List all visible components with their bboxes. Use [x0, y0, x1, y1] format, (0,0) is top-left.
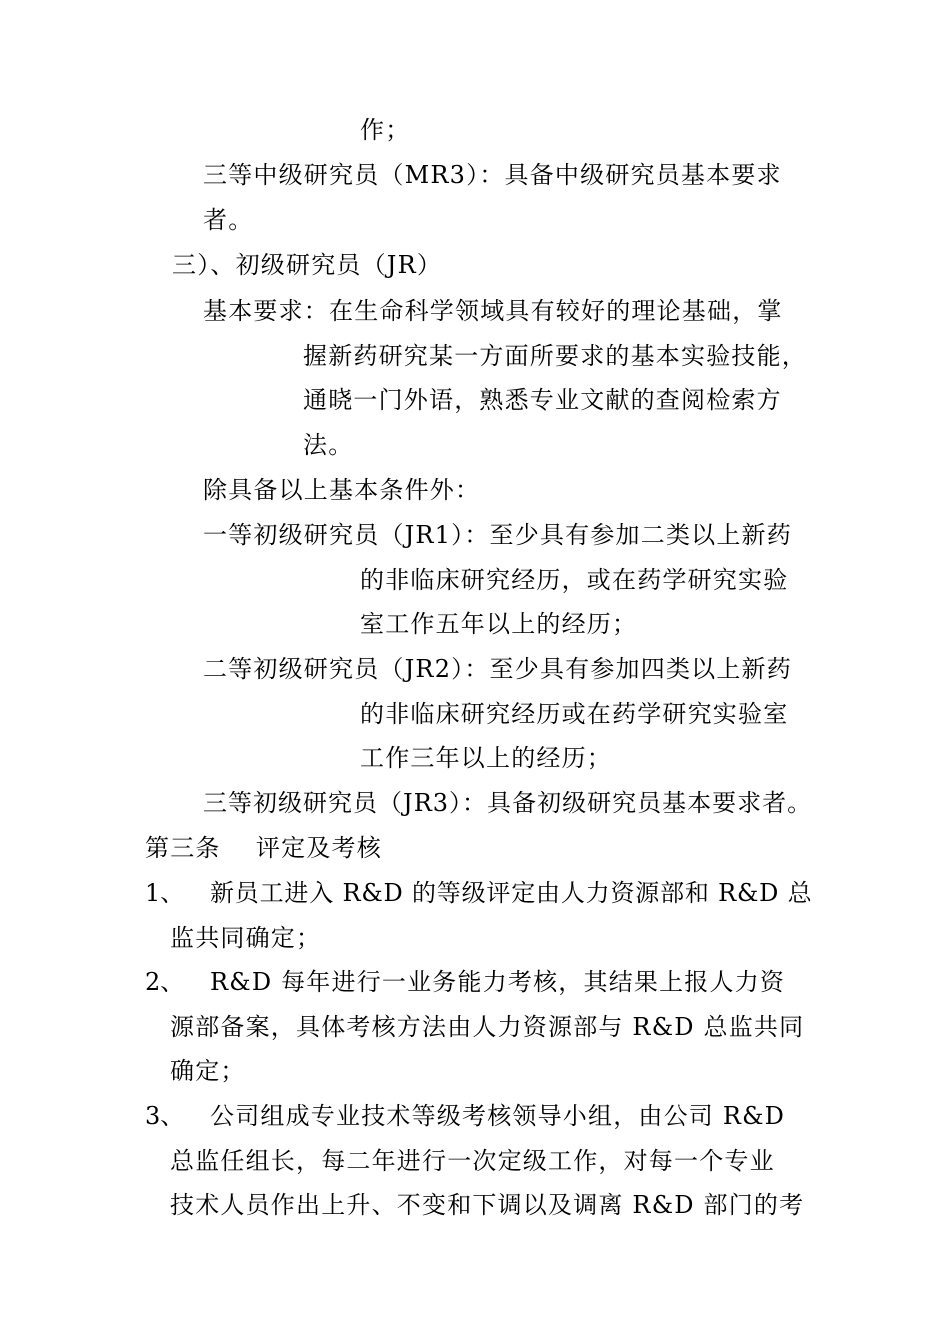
jr-section-heading: 三）、初级研究员（JR） [172, 251, 443, 279]
item-2-line-1: R&D 每年进行一业务能力考核，其结果上报人力资 [210, 968, 786, 996]
jr3-line: 三等初级研究员（JR3）：具备初级研究员基本要求者。 [203, 789, 813, 817]
besides-conditions: 除具备以上基本条件外： [203, 476, 481, 504]
jr2-line-2: 的非临床研究经历或在药学研究实验室 [360, 700, 789, 728]
mr3-line-1: 三等中级研究员（MR3）：具备中级研究员基本要求 [203, 161, 782, 189]
jr2-line-3: 工作三年以上的经历； [360, 744, 612, 772]
item-2-line-3: 确定； [170, 1057, 246, 1085]
jr-basic-line-4: 法。 [303, 431, 354, 459]
jr1-line-1: 一等初级研究员（JR1）：至少具有参加二类以上新药 [203, 521, 792, 549]
item-3-line-2: 总监任组长，每二年进行一次定级工作，对每一个专业 [170, 1147, 775, 1175]
item-1-number: 1、 [145, 879, 185, 907]
article-3-heading: 第三条 评定及考核 [145, 834, 382, 862]
item-2-number: 2、 [145, 968, 185, 996]
item-3-line-3: 技术人员作出上升、不变和下调以及调离 R&D 部门的考 [170, 1191, 805, 1219]
mr3-line-2: 者。 [203, 206, 254, 234]
jr-basic-line-1: 基本要求：在生命科学领域具有较好的理论基础，掌 [203, 297, 783, 325]
mr2-continuation: 作； [360, 116, 411, 144]
jr1-line-3: 室工作五年以上的经历； [360, 610, 638, 638]
item-3-line-1: 公司组成专业技术等级考核领导小组，由公司 R&D [210, 1102, 786, 1130]
item-1-line-1: 新员工进入 R&D 的等级评定由人力资源部和 R&D 总 [210, 879, 813, 907]
jr1-line-2: 的非临床研究经历，或在药学研究实验 [360, 566, 789, 594]
jr2-line-1: 二等初级研究员（JR2）：至少具有参加四类以上新药 [203, 655, 792, 683]
item-1-line-2: 监共同确定； [170, 924, 322, 952]
item-3-number: 3、 [145, 1102, 185, 1130]
jr-basic-line-2: 握新药研究某一方面所要求的基本实验技能， [303, 342, 807, 370]
jr-basic-line-3: 通晓一门外语，熟悉专业文献的查阅检索方 [303, 386, 782, 414]
item-2-line-2: 源部备案，具体考核方法由人力资源部与 R&D 总监共同 [170, 1013, 805, 1041]
